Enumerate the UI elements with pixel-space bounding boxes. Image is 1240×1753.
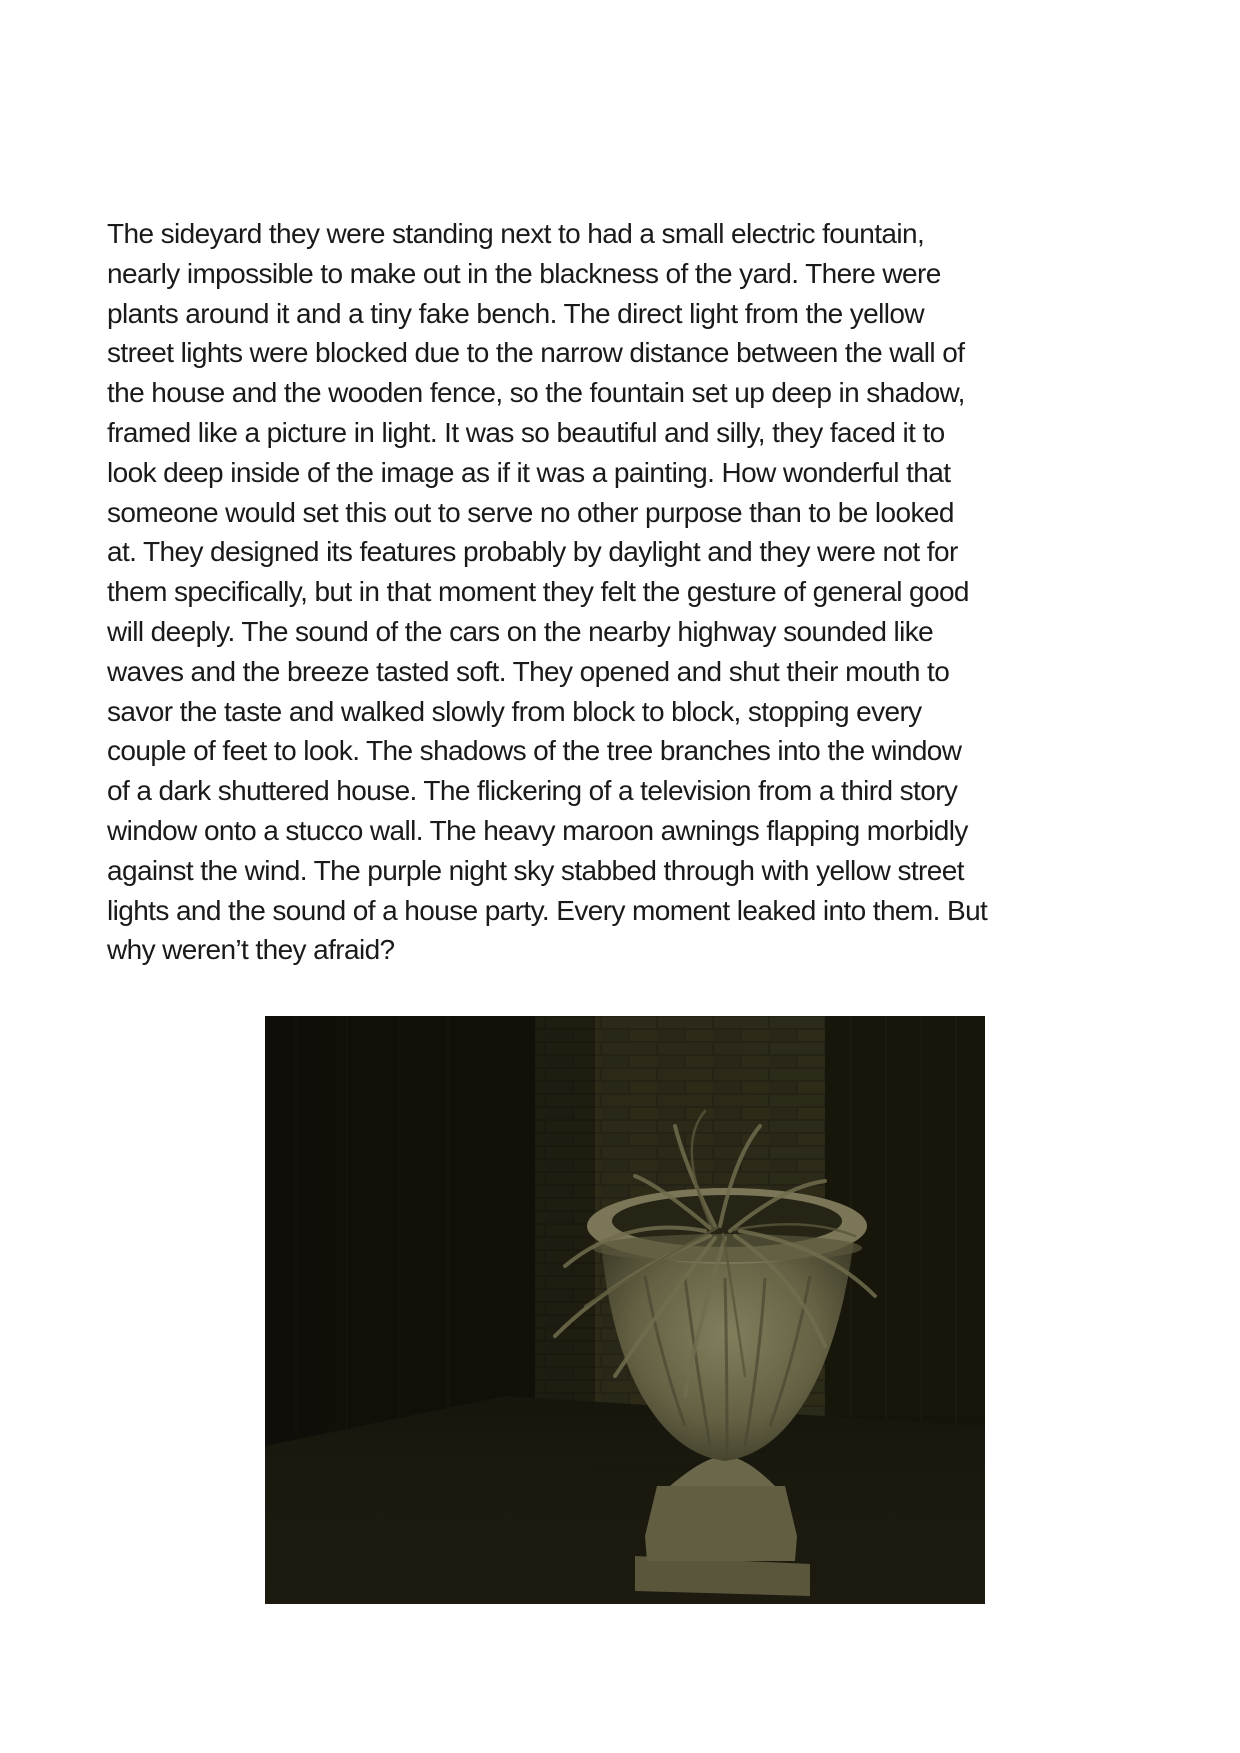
- text-line: couple of feet to look. The shadows of the tree branches into the window: [107, 735, 962, 767]
- text-line: nearly impossible to make out in the blackness of the yard. There were: [107, 257, 941, 289]
- text-line: lights and the sound of a house party. Every moment leaked into them. But: [107, 894, 988, 926]
- text-line: them specifically, but in that moment they felt the gesture of general good: [107, 576, 969, 608]
- urn-illustration: [265, 1016, 985, 1604]
- text-line: waves and the breeze tasted soft. They opened and shut their mouth to: [107, 655, 950, 687]
- text-line: of a dark shuttered house. The flickering of a television from a third story: [107, 775, 958, 807]
- text-line: window onto a stucco wall. The heavy maroon awnings flapping morbidly: [107, 814, 968, 846]
- text-line: will deeply. The sound of the cars on the nearby highway sounded like: [107, 615, 934, 647]
- text-line: street lights were blocked due to the narrow distance between the wall of: [107, 337, 965, 369]
- body-text: [107, 214, 1147, 970]
- text-line: savor the taste and walked slowly from block to block, stopping every: [107, 695, 922, 727]
- text-line: framed like a picture in light. It was so beautiful and silly, they faced it to: [107, 416, 945, 448]
- text-line: the house and the wooden fence, so the fountain set up deep in shadow,: [107, 377, 965, 409]
- text-line: why weren’t they afraid?: [107, 934, 395, 966]
- text-line: plants around it and a tiny fake bench. The direct light from the yellow: [107, 297, 924, 329]
- night-urn-photo: [265, 1016, 985, 1604]
- text-line: at. They designed its features probably by daylight and they were not for: [107, 536, 958, 568]
- text-line: look deep inside of the image as if it was a painting. How wonderful that: [107, 456, 951, 488]
- text-line: The sideyard they were standing next to had a small electric fountain,: [107, 218, 925, 249]
- text-line: against the wind. The purple night sky stabbed through with yellow street: [107, 854, 964, 886]
- text-line: someone would set this out to serve no other purpose than to be looked: [107, 496, 954, 528]
